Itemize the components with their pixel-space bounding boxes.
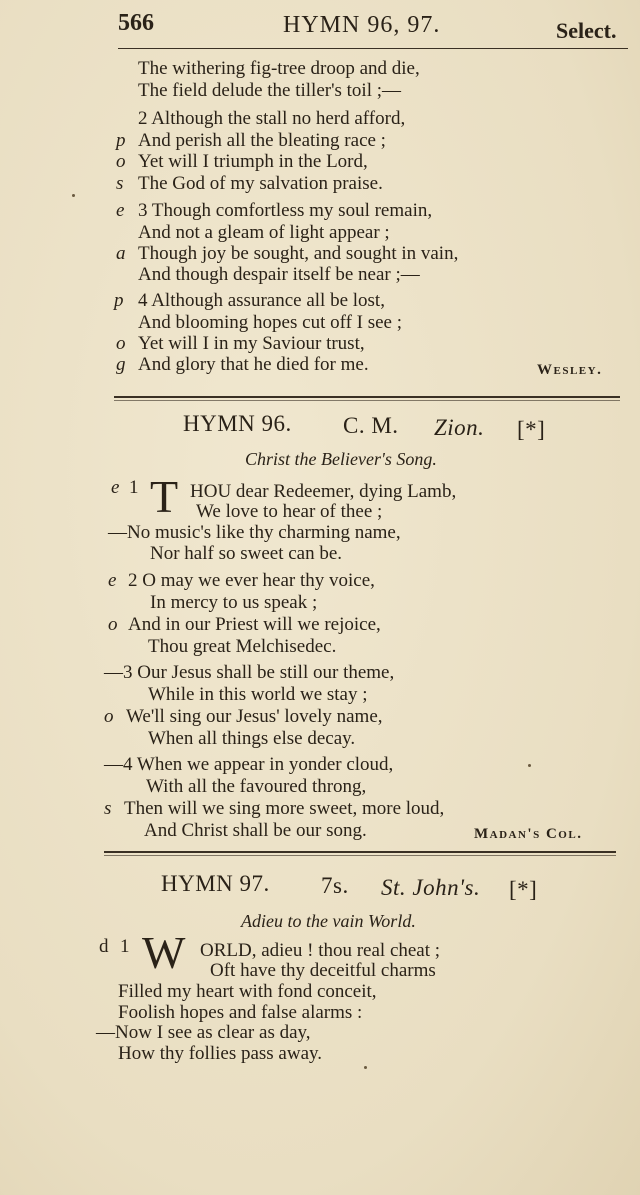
verse-line: Foolish hopes and false alarms : <box>118 1002 363 1023</box>
dynamic-mark: e <box>116 200 125 221</box>
verse-line: —3 Our Jesus shall be still our theme, <box>104 662 395 683</box>
dynamic-mark: p <box>116 130 126 151</box>
hymn-divider-thin <box>104 855 616 856</box>
dynamic-mark: e <box>111 477 120 498</box>
hymn96-marker: [*] <box>517 417 546 442</box>
running-title: HYMN 96, 97. <box>283 12 441 38</box>
verse-line: Yet will I triumph in the Lord, <box>138 151 368 172</box>
verse-line: In mercy to us speak ; <box>150 592 318 613</box>
verse-line: The withering fig-tree droop and die, <box>138 58 420 79</box>
paper-speck <box>528 764 531 767</box>
verse-line: Though joy be sought, and sought in vain, <box>138 243 459 264</box>
verse-line: —Now I see as clear as day, <box>96 1022 311 1043</box>
hymn96-subtitle: Christ the Believer's Song. <box>245 449 437 469</box>
drop-cap: W <box>142 927 186 978</box>
verse-line: Nor half so sweet can be. <box>150 543 343 564</box>
verse-line: HOU dear Redeemer, dying Lamb, <box>190 481 457 502</box>
dynamic-mark: p <box>114 290 124 311</box>
verse-line: Then will we sing more sweet, more loud, <box>124 798 445 819</box>
verse-line: 2 Although the stall no herd afford, <box>138 108 406 129</box>
hymn97-tune: St. John's. <box>381 875 481 900</box>
header-rule <box>118 48 628 49</box>
verse-line: Yet will I in my Saviour trust, <box>138 333 365 354</box>
verse-line: —No music's like thy charming name, <box>108 522 401 543</box>
hymn95-author: Wesley. <box>537 362 603 378</box>
verse-line: And blooming hopes cut off I see ; <box>138 312 403 333</box>
verse-line: When all things else decay. <box>148 728 356 749</box>
verse-line: And not a gleam of light appear ; <box>138 222 390 243</box>
verse-line: With all the favoured throng, <box>146 776 367 797</box>
dynamic-mark: d <box>99 936 109 957</box>
verse-line: —4 When we appear in yonder cloud, <box>104 754 394 775</box>
verse-line: ORLD, adieu ! thou real cheat ; <box>200 940 441 961</box>
dynamic-mark: o <box>104 706 114 727</box>
section-title: Select. <box>556 18 617 43</box>
dynamic-mark: o <box>108 614 118 635</box>
verse-line: And perish all the bleating race ; <box>138 130 386 151</box>
verse-line: 2 O may we ever hear thy voice, <box>128 570 375 591</box>
verse-line: While in this world we stay ; <box>148 684 368 705</box>
verse-line: And though despair itself be near ;— <box>138 264 420 285</box>
hymn97-meter: 7s. <box>321 873 349 898</box>
dynamic-mark: o <box>116 333 126 354</box>
hymn96-meter: C. M. <box>343 413 399 438</box>
verse-line: And glory that he died for me. <box>138 354 369 375</box>
hymn97-subtitle: Adieu to the vain World. <box>241 911 416 931</box>
dynamic-mark: a <box>116 243 126 264</box>
verse-line: And Christ shall be our song. <box>144 820 367 841</box>
verse-line: And in our Priest will we rejoice, <box>128 614 381 635</box>
verse-line: 3 Though comfortless my soul remain, <box>138 200 433 221</box>
verse-line: 4 Although assurance all be lost, <box>138 290 385 311</box>
drop-cap: T <box>150 471 179 522</box>
dynamic-mark: g <box>116 354 126 375</box>
paper-speck <box>364 1066 367 1069</box>
hymn96-author: Madan's Col. <box>474 826 583 842</box>
hymn-divider <box>114 396 620 398</box>
verse-line: Thou great Melchisedec. <box>148 636 337 657</box>
dynamic-mark: o <box>116 151 126 172</box>
hymn-divider-thin <box>114 400 620 401</box>
verse-line: The field delude the tiller's toil ;— <box>138 80 402 101</box>
verse-line: The God of my salvation praise. <box>138 173 383 194</box>
page-number: 566 <box>118 10 154 36</box>
dynamic-mark: e <box>108 570 117 591</box>
verse-line: How thy follies pass away. <box>118 1043 323 1064</box>
verse-number: 1 <box>129 477 139 498</box>
hymn-divider <box>104 851 616 853</box>
hymn97-number: HYMN 97. <box>161 871 270 896</box>
hymn96-tune: Zion. <box>434 415 485 440</box>
dynamic-mark: s <box>116 173 124 194</box>
verse-number: 1 <box>120 936 130 957</box>
verse-line: Oft have thy deceitful charms <box>210 960 436 981</box>
verse-line: Filled my heart with fond conceit, <box>118 981 377 1002</box>
verse-line: We love to hear of thee ; <box>196 501 383 522</box>
hymn97-marker: [*] <box>509 877 538 902</box>
paper-speck <box>72 194 75 197</box>
verse-line: We'll sing our Jesus' lovely name, <box>126 706 383 727</box>
hymn96-number: HYMN 96. <box>183 411 292 436</box>
dynamic-mark: s <box>104 798 112 819</box>
